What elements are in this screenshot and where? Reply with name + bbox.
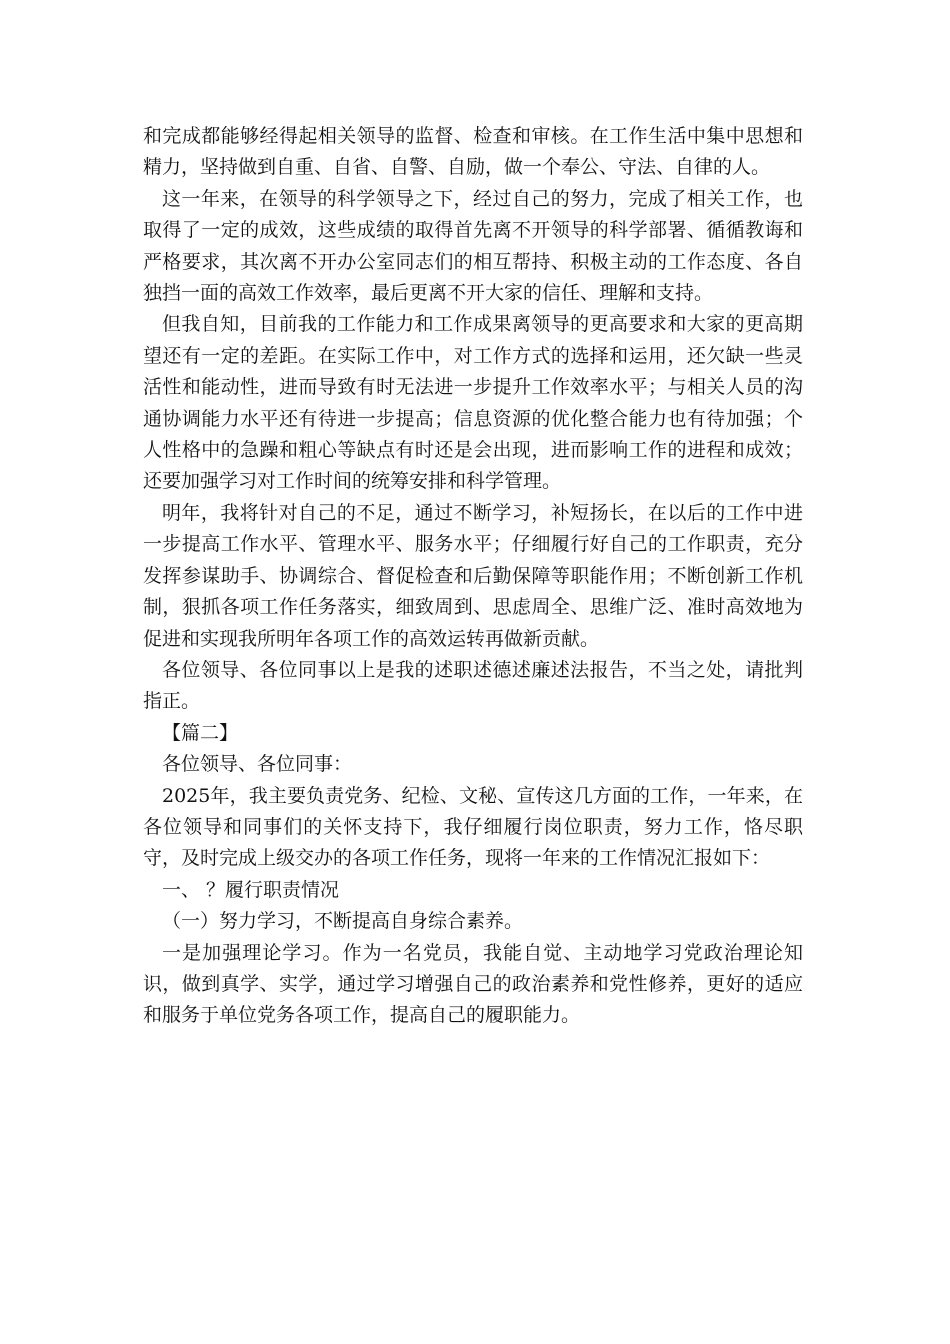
paragraph-achievements: 这一年来，在领导的科学领导之下，经过自己的努力，完成了相关工作，也取得了一定的成效，这些成绩的取得首先离不开领导的科学部署、循循教诲和严格要求，其次离不开办公室同志们的相互帮持、积极主动的工作态度、各自独挡一面的高效工作效率，最后更离不开大家的信任、理解和支持。 xyxy=(143,187,803,305)
salutation: 各位领导、各位同事： xyxy=(162,753,353,776)
paragraph-closing: 各位领导、各位同事以上是我的述职述德述廉述法报告，不当之处，请批判指正。 xyxy=(143,658,803,713)
heading-duties: 一、 ？履行职责情况 xyxy=(162,878,340,901)
document-page xyxy=(143,121,803,1032)
paragraph-shortcomings: 但我自知，目前我的工作能力和工作成果离领导的更高要求和大家的更高期望还有一定的差距。在实际工作中，对工作方式的选择和运用，还欠缺一些灵活性和能动性，进而导致有时无法进一步提升工作效率水平；与相关人员的沟通协调能力水平还有待进一步提高；信息资源的优化整合能力也有待加强；个人性格中的急躁和粗心等缺点有时还是会出现，进而影响工作的进程和成效；还要加强学习对工作时间的统筹安排和科学管理。 xyxy=(143,313,803,493)
section-heading-part-two: 【篇二】 xyxy=(162,721,239,744)
subheading-study: （一）努力学习，不断提高自身综合素养。 xyxy=(162,910,524,933)
paragraph-theory-study: 一是加强理论学习。作为一名党员，我能自觉、主动地学习党政治理论知识，做到真学、实学，通过学习增强自己的政治素养和党性修养，更好的适应和服务于单位党务各项工作，提高自己的履职能力。 xyxy=(143,941,803,1027)
paragraph-next-year: 明年，我将针对自己的不足，通过不断学习，补短扬长，在以后的工作中进一步提高工作水平、管理水平、服务水平；仔细履行好自己的工作职责，充分发挥参谋助手、协调综合、督促检查和后勤保障等职能作用；不断创新工作机制，狠抓各项工作任务落实，细致周到、思虑周全、思维广泛、准时高效地为促进和实现我所明年各项工作的高效运转再做新贡献。 xyxy=(143,501,803,650)
paragraph-continued: 和完成都能够经得起相关领导的监督、检查和审核。在工作生活中集中思想和精力，坚持做到自重、自省、自警、自励，做一个奉公、守法、自律的人。 xyxy=(143,125,803,179)
paragraph-intro-2025: 2025年，我主要负责党务、纪检、文秘、宣传这几方面的工作，一年来，在各位领导和同事们的关怀支持下，我仔细履行岗位职责，努力工作，恪尽职守，及时完成上级交办的各项工作任务，现将一年来的工作情况汇报如下： xyxy=(143,784,803,870)
